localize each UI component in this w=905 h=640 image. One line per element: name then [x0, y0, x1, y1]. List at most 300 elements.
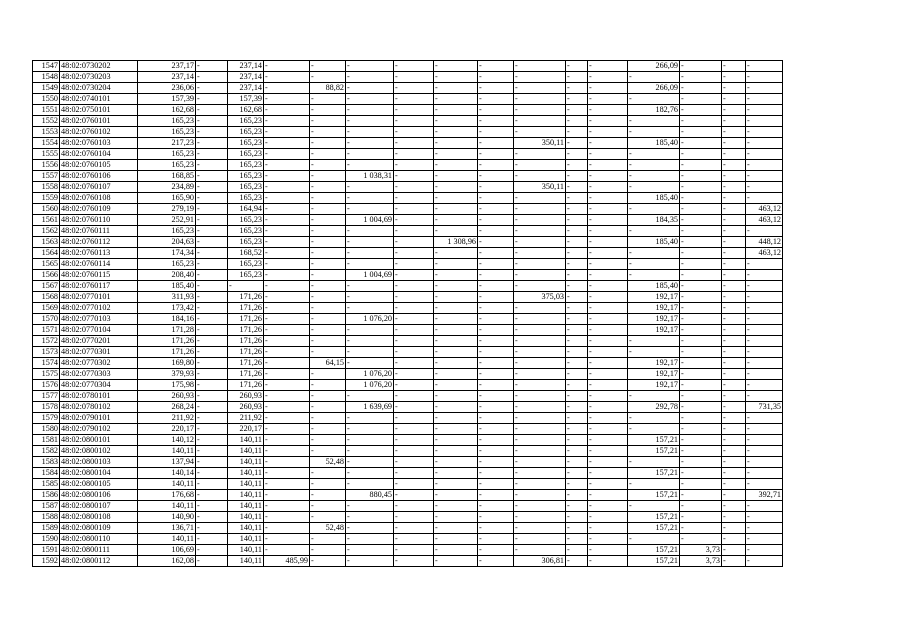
cell-value-col-4: -: [196, 424, 228, 435]
cell-value-col-12: -: [514, 336, 566, 347]
cell-value-col-5: 165,23: [228, 138, 264, 149]
table-row: [33, 490, 783, 501]
cell-value-col-4: -: [196, 83, 228, 94]
cell-value-col-17: -: [722, 435, 746, 446]
cell-value-col-9: -: [394, 94, 434, 105]
cell-value-col-14: -: [588, 248, 628, 259]
cell-cadastral-number: 48:02:0800104: [60, 468, 138, 479]
table-row: [33, 501, 783, 512]
cell-value-col-3: 140,11: [138, 501, 196, 512]
cell-value-col-12: -: [514, 116, 566, 127]
cell-value-col-8: -: [346, 72, 394, 83]
cell-value-col-7: -: [310, 446, 346, 457]
cell-value-col-6: -: [264, 534, 310, 545]
cell-value-col-4: -: [196, 237, 228, 248]
cell-value-col-7: -: [310, 61, 346, 72]
table-row: [33, 149, 783, 160]
cell-value-col-8: -: [346, 413, 394, 424]
cell-value-col-13: -: [566, 391, 588, 402]
cell-value-col-12: -: [514, 259, 566, 270]
cell-value-col-13: -: [566, 138, 588, 149]
cell-cadastral-number: 48:02:0730204: [60, 83, 138, 94]
cell-value-col-15: 266,09: [628, 83, 680, 94]
cell-value-col-6: -: [264, 501, 310, 512]
cell-value-col-11: -: [478, 160, 514, 171]
cell-value-col-4: -: [196, 138, 228, 149]
cell-value-col-17: -: [722, 292, 746, 303]
cell-value-col-7: -: [310, 149, 346, 160]
cell-value-col-9: -: [394, 545, 434, 556]
cell-value-col-14: -: [588, 446, 628, 457]
cell-value-col-5: 220,17: [228, 424, 264, 435]
cell-value-col-12: -: [514, 72, 566, 83]
cell-value-col-18: -: [746, 149, 783, 160]
cell-value-col-5: 140,11: [228, 556, 264, 567]
cell-value-col-5: 237,14: [228, 83, 264, 94]
cell-value-col-6: -: [264, 226, 310, 237]
cell-value-col-5: 171,26: [228, 325, 264, 336]
cell-value-col-14: -: [588, 413, 628, 424]
cell-value-col-3: 260,93: [138, 391, 196, 402]
cell-value-col-4: -: [196, 303, 228, 314]
cell-value-col-14: -: [588, 94, 628, 105]
cell-value-col-9: -: [394, 270, 434, 281]
cell-value-col-6: -: [264, 83, 310, 94]
cell-value-col-10: -: [434, 160, 478, 171]
cell-value-col-10: -: [434, 501, 478, 512]
cell-value-col-16: -: [680, 149, 722, 160]
cell-value-col-11: -: [478, 72, 514, 83]
cell-value-col-11: -: [478, 83, 514, 94]
cell-value-col-17: -: [722, 226, 746, 237]
cell-value-col-10: -: [434, 193, 478, 204]
cell-value-col-16: -: [680, 347, 722, 358]
cell-value-col-18: -: [746, 369, 783, 380]
cell-value-col-10: -: [434, 325, 478, 336]
cell-value-col-18: -: [746, 391, 783, 402]
cell-row-number: 1583: [33, 457, 60, 468]
cell-value-col-11: -: [478, 457, 514, 468]
cell-value-col-3: 106,69: [138, 545, 196, 556]
cell-value-col-12: -: [514, 446, 566, 457]
cell-value-col-8: -: [346, 424, 394, 435]
table-row: [33, 204, 783, 215]
cell-value-col-13: -: [566, 72, 588, 83]
cell-value-col-14: -: [588, 61, 628, 72]
cell-row-number: 1578: [33, 402, 60, 413]
cell-value-col-6: -: [264, 193, 310, 204]
cell-row-number: 1573: [33, 347, 60, 358]
cell-value-col-4: -: [196, 468, 228, 479]
cell-value-col-11: -: [478, 149, 514, 160]
cell-row-number: 1591: [33, 545, 60, 556]
cell-value-col-17: -: [722, 446, 746, 457]
cell-value-col-17: -: [722, 369, 746, 380]
cell-value-col-3: 185,40: [138, 281, 196, 292]
cell-value-col-15: -: [628, 160, 680, 171]
cell-value-col-18: -: [746, 424, 783, 435]
cell-value-col-15: 185,40: [628, 237, 680, 248]
cell-value-col-17: -: [722, 127, 746, 138]
cell-value-col-11: -: [478, 556, 514, 567]
cell-value-col-18: -: [746, 534, 783, 545]
cell-value-col-8: -: [346, 512, 394, 523]
cell-value-col-11: -: [478, 237, 514, 248]
cell-value-col-8: -: [346, 303, 394, 314]
cell-value-col-11: -: [478, 292, 514, 303]
cell-value-col-5: 165,23: [228, 182, 264, 193]
cell-value-col-8: -: [346, 336, 394, 347]
cell-value-col-16: -: [680, 501, 722, 512]
cell-value-col-15: 157,21: [628, 468, 680, 479]
cell-value-col-7: -: [310, 248, 346, 259]
cell-value-col-14: -: [588, 270, 628, 281]
cell-value-col-14: -: [588, 556, 628, 567]
cell-value-col-12: -: [514, 534, 566, 545]
cell-value-col-18: -: [746, 336, 783, 347]
cell-value-col-6: -: [264, 325, 310, 336]
cell-value-col-10: -: [434, 402, 478, 413]
cell-value-col-12: -: [514, 325, 566, 336]
cell-value-col-11: -: [478, 424, 514, 435]
cell-value-col-14: -: [588, 402, 628, 413]
cell-value-col-16: -: [680, 446, 722, 457]
cell-value-col-16: -: [680, 490, 722, 501]
cell-value-col-11: -: [478, 446, 514, 457]
cell-value-col-3: 165,23: [138, 259, 196, 270]
cell-value-col-13: -: [566, 402, 588, 413]
cell-value-col-4: -: [196, 534, 228, 545]
cell-value-col-11: -: [478, 314, 514, 325]
cell-value-col-11: -: [478, 281, 514, 292]
cell-cadastral-number: 48:02:0760108: [60, 193, 138, 204]
cell-value-col-16: -: [680, 314, 722, 325]
cell-value-col-9: -: [394, 413, 434, 424]
cell-value-col-8: -: [346, 61, 394, 72]
cell-value-col-7: -: [310, 534, 346, 545]
cell-value-col-9: -: [394, 435, 434, 446]
cell-value-col-16: 3,73: [680, 545, 722, 556]
cell-value-col-8: 1 076,20: [346, 314, 394, 325]
cell-cadastral-number: 48:02:0800105: [60, 479, 138, 490]
cell-value-col-3: 136,71: [138, 523, 196, 534]
cell-value-col-13: -: [566, 369, 588, 380]
cell-value-col-8: -: [346, 237, 394, 248]
cell-value-col-3: 208,40: [138, 270, 196, 281]
cell-cadastral-number: 48:02:0760106: [60, 171, 138, 182]
cell-value-col-5: 140,11: [228, 545, 264, 556]
table-row: [33, 215, 783, 226]
cell-value-col-12: -: [514, 149, 566, 160]
cell-value-col-16: -: [680, 226, 722, 237]
table-row: [33, 314, 783, 325]
cell-value-col-9: -: [394, 248, 434, 259]
cell-value-col-13: -: [566, 545, 588, 556]
cell-value-col-8: -: [346, 468, 394, 479]
table-row: [33, 259, 783, 270]
cell-value-col-4: -: [196, 490, 228, 501]
cell-value-col-17: -: [722, 248, 746, 259]
cell-cadastral-number: 48:02:0800109: [60, 523, 138, 534]
cell-value-col-15: -: [628, 534, 680, 545]
table-row: [33, 479, 783, 490]
cell-value-col-8: -: [346, 479, 394, 490]
cell-value-col-16: -: [680, 457, 722, 468]
cell-value-col-6: -: [264, 215, 310, 226]
cell-value-col-18: 448,12: [746, 237, 783, 248]
cell-value-col-8: 1 038,31: [346, 171, 394, 182]
cell-value-col-13: -: [566, 501, 588, 512]
cell-value-col-18: -: [746, 193, 783, 204]
cell-value-col-17: -: [722, 149, 746, 160]
cell-value-col-7: -: [310, 281, 346, 292]
table-row: [33, 182, 783, 193]
cell-value-col-4: -: [196, 105, 228, 116]
cell-value-col-8: -: [346, 391, 394, 402]
cell-value-col-4: -: [196, 193, 228, 204]
cell-value-col-8: -: [346, 545, 394, 556]
cell-value-col-5: 162,68: [228, 105, 264, 116]
cell-value-col-3: 220,17: [138, 424, 196, 435]
table-row: [33, 435, 783, 446]
cell-value-col-10: -: [434, 490, 478, 501]
cell-value-col-9: -: [394, 160, 434, 171]
cell-value-col-8: 1 076,20: [346, 380, 394, 391]
cell-value-col-18: -: [746, 61, 783, 72]
cell-value-col-4: -: [196, 556, 228, 567]
cell-value-col-15: 157,21: [628, 556, 680, 567]
cell-value-col-7: -: [310, 314, 346, 325]
cell-value-col-6: -: [264, 204, 310, 215]
cell-value-col-18: -: [746, 347, 783, 358]
cell-cadastral-number: 48:02:0760113: [60, 248, 138, 259]
cell-value-col-15: -: [628, 204, 680, 215]
cell-value-col-6: -: [264, 490, 310, 501]
cell-value-col-11: -: [478, 523, 514, 534]
cell-value-col-16: -: [680, 468, 722, 479]
cell-row-number: 1579: [33, 413, 60, 424]
cell-value-col-18: -: [746, 314, 783, 325]
cell-cadastral-number: 48:02:0740101: [60, 94, 138, 105]
cell-cadastral-number: 48:02:0770201: [60, 336, 138, 347]
cell-value-col-4: -: [196, 116, 228, 127]
cell-value-col-8: -: [346, 248, 394, 259]
cell-value-col-9: -: [394, 303, 434, 314]
cell-value-col-16: -: [680, 105, 722, 116]
cell-cadastral-number: 48:02:0760117: [60, 281, 138, 292]
cell-value-col-10: -: [434, 358, 478, 369]
cell-value-col-4: -: [196, 435, 228, 446]
cell-value-col-11: -: [478, 94, 514, 105]
cell-value-col-10: -: [434, 116, 478, 127]
cell-value-col-13: -: [566, 479, 588, 490]
cell-value-col-7: -: [310, 512, 346, 523]
cell-value-col-17: -: [722, 237, 746, 248]
cell-value-col-18: -: [746, 468, 783, 479]
cell-value-col-11: -: [478, 270, 514, 281]
cell-value-col-7: -: [310, 105, 346, 116]
cell-value-col-9: -: [394, 479, 434, 490]
cell-value-col-15: -: [628, 259, 680, 270]
cell-value-col-14: -: [588, 292, 628, 303]
cell-value-col-4: -: [196, 545, 228, 556]
cell-value-col-6: -: [264, 61, 310, 72]
cell-value-col-4: -: [196, 336, 228, 347]
cell-value-col-5: 211,92: [228, 413, 264, 424]
cell-value-col-15: 157,21: [628, 545, 680, 556]
cell-value-col-3: 174,34: [138, 248, 196, 259]
cell-value-col-8: -: [346, 534, 394, 545]
cell-value-col-14: -: [588, 358, 628, 369]
cell-value-col-16: -: [680, 402, 722, 413]
cell-value-col-12: -: [514, 94, 566, 105]
cell-cadastral-number: 48:02:0800103: [60, 457, 138, 468]
cell-value-col-12: -: [514, 215, 566, 226]
cell-value-col-11: -: [478, 127, 514, 138]
cell-row-number: 1575: [33, 369, 60, 380]
cell-value-col-18: 463,12: [746, 248, 783, 259]
cell-value-col-16: -: [680, 182, 722, 193]
cell-value-col-14: -: [588, 138, 628, 149]
cell-value-col-14: -: [588, 171, 628, 182]
cell-value-col-18: -: [746, 556, 783, 567]
cell-value-col-10: -: [434, 138, 478, 149]
cell-value-col-13: -: [566, 292, 588, 303]
cell-value-col-7: -: [310, 116, 346, 127]
cell-value-col-13: -: [566, 116, 588, 127]
cell-value-col-10: -: [434, 435, 478, 446]
cell-value-col-15: -: [628, 116, 680, 127]
cell-value-col-4: -: [196, 94, 228, 105]
cell-value-col-9: -: [394, 138, 434, 149]
table-row: [33, 424, 783, 435]
cell-value-col-17: -: [722, 72, 746, 83]
cell-value-col-12: -: [514, 545, 566, 556]
cell-value-col-11: -: [478, 193, 514, 204]
cell-value-col-18: -: [746, 83, 783, 94]
cell-value-col-16: -: [680, 512, 722, 523]
cell-value-col-7: 52,48: [310, 523, 346, 534]
cell-value-col-3: 165,23: [138, 160, 196, 171]
cell-value-col-15: 266,09: [628, 61, 680, 72]
cell-value-col-4: -: [196, 523, 228, 534]
cell-value-col-8: -: [346, 149, 394, 160]
cell-value-col-13: -: [566, 424, 588, 435]
cell-value-col-18: -: [746, 182, 783, 193]
cell-value-col-13: -: [566, 457, 588, 468]
cell-value-col-6: -: [264, 259, 310, 270]
cell-value-col-18: 463,12: [746, 204, 783, 215]
cell-value-col-7: -: [310, 303, 346, 314]
cell-value-col-10: -: [434, 347, 478, 358]
cell-cadastral-number: 48:02:0800111: [60, 545, 138, 556]
cell-value-col-12: -: [514, 468, 566, 479]
cell-value-col-8: 880,45: [346, 490, 394, 501]
cell-row-number: 1580: [33, 424, 60, 435]
cell-value-col-6: -: [264, 369, 310, 380]
cell-value-col-17: -: [722, 479, 746, 490]
cell-value-col-14: -: [588, 479, 628, 490]
cell-value-col-18: -: [746, 270, 783, 281]
cell-value-col-13: -: [566, 303, 588, 314]
cell-value-col-12: -: [514, 281, 566, 292]
cell-value-col-11: -: [478, 182, 514, 193]
cell-value-col-4: -: [196, 215, 228, 226]
cell-row-number: 1584: [33, 468, 60, 479]
cell-value-col-17: -: [722, 193, 746, 204]
cell-value-col-17: -: [722, 270, 746, 281]
cell-value-col-9: -: [394, 171, 434, 182]
cell-cadastral-number: 48:02:0770103: [60, 314, 138, 325]
cell-value-col-14: -: [588, 369, 628, 380]
cell-value-col-10: -: [434, 72, 478, 83]
cell-value-col-4: -: [196, 248, 228, 259]
cell-value-col-6: -: [264, 435, 310, 446]
table-row: [33, 413, 783, 424]
cell-value-col-10: -: [434, 149, 478, 160]
cell-value-col-13: -: [566, 193, 588, 204]
cell-value-col-4: -: [196, 171, 228, 182]
cell-value-col-11: -: [478, 468, 514, 479]
cell-value-col-18: -: [746, 501, 783, 512]
cell-value-col-9: -: [394, 391, 434, 402]
cell-value-col-18: -: [746, 94, 783, 105]
cell-row-number: 1589: [33, 523, 60, 534]
cell-value-col-6: -: [264, 523, 310, 534]
cell-value-col-4: -: [196, 501, 228, 512]
cell-value-col-3: 162,68: [138, 105, 196, 116]
cell-value-col-15: -: [628, 270, 680, 281]
cell-value-col-3: 165,23: [138, 116, 196, 127]
cell-value-col-14: -: [588, 237, 628, 248]
cell-value-col-5: 171,26: [228, 303, 264, 314]
cell-value-col-10: -: [434, 479, 478, 490]
cell-value-col-15: 185,40: [628, 193, 680, 204]
cell-value-col-7: -: [310, 204, 346, 215]
cell-value-col-7: -: [310, 171, 346, 182]
cell-value-col-3: 165,23: [138, 127, 196, 138]
cell-value-col-9: -: [394, 83, 434, 94]
cell-value-col-10: -: [434, 314, 478, 325]
cell-value-col-13: -: [566, 182, 588, 193]
cell-cadastral-number: 48:02:0800102: [60, 446, 138, 457]
table-row: [33, 237, 783, 248]
cell-value-col-8: 1 004,69: [346, 270, 394, 281]
cell-row-number: 1551: [33, 105, 60, 116]
cell-value-col-12: -: [514, 270, 566, 281]
cell-value-col-11: -: [478, 336, 514, 347]
cell-value-col-10: -: [434, 248, 478, 259]
cell-value-col-12: -: [514, 413, 566, 424]
cell-row-number: 1586: [33, 490, 60, 501]
cell-value-col-8: -: [346, 501, 394, 512]
cell-value-col-6: -: [264, 248, 310, 259]
cell-value-col-5: 165,23: [228, 226, 264, 237]
cell-value-col-5: 165,23: [228, 116, 264, 127]
cell-value-col-18: -: [746, 523, 783, 534]
cell-row-number: 1555: [33, 149, 60, 160]
cell-value-col-9: -: [394, 402, 434, 413]
cell-value-col-15: -: [628, 424, 680, 435]
cell-value-col-12: -: [514, 248, 566, 259]
cell-value-col-4: -: [196, 369, 228, 380]
cell-value-col-7: -: [310, 160, 346, 171]
cell-value-col-15: 185,40: [628, 138, 680, 149]
cell-value-col-10: -: [434, 292, 478, 303]
cell-value-col-12: -: [514, 105, 566, 116]
cell-value-col-17: -: [722, 347, 746, 358]
cell-value-col-11: -: [478, 369, 514, 380]
